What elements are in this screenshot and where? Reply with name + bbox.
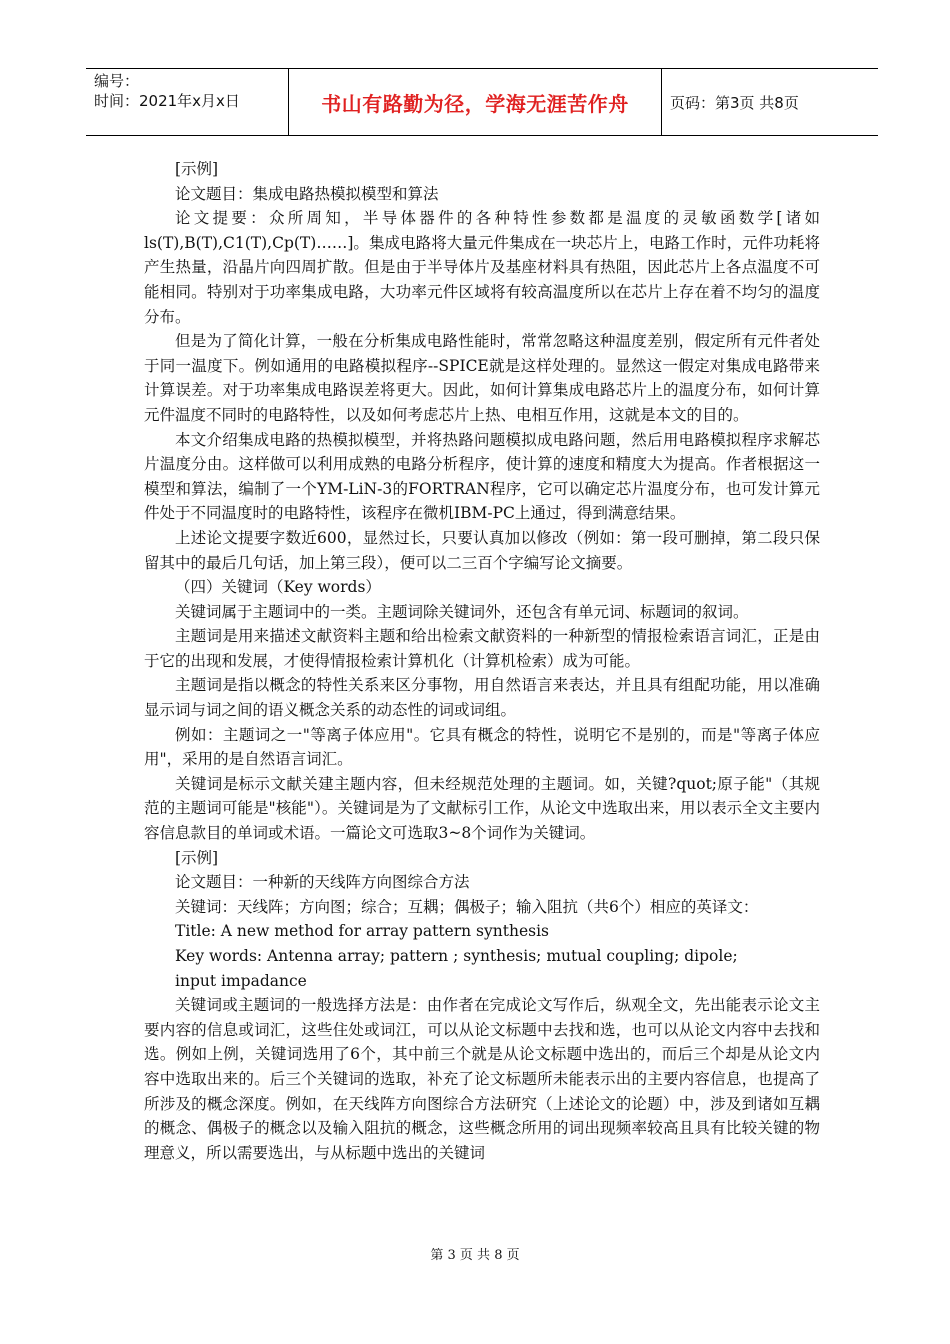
paragraph: 论文题目：一种新的天线阵方向图综合方法 bbox=[175, 873, 470, 892]
paragraph: [示例] bbox=[175, 160, 219, 178]
paragraph: 论文题目：集成电路热模拟模型和算法 bbox=[175, 184, 439, 203]
paragraph: 主题词是用来描述文献资料主题和给出检索文献资料的一种新型的情报检索语言词汇，正是由于它的出现和发展，才使得情报检索计算机化（计算机检索）成为可能。 bbox=[144, 627, 820, 670]
paragraph: 例如：主题词之一"等离子体应用"。它具有概念的特性，说明它不是别的，而是"等离子体应用"，采用的是自然语言词汇。 bbox=[144, 725, 820, 769]
paragraph: 论文提要：众所周知，半导体器件的各种特性参数都是温度的灵敏函数学[诸如ls(T),B(T),C1(T),Cp(T)……]。集成电路将大量元件集成在一块芯片上，电路工作时，元件功耗将产生热量，沿晶片向四周扩散。但是由于半导体片及基座材料具有热阻，因此芯片上各点温度不可能相同。特别对于功率集成电路，大功率元件区域将有较高温度所以在芯片上存在着不均匀的温度分布。 bbox=[144, 209, 820, 326]
header-page-number: 页码：第3页 共8页 bbox=[670, 93, 799, 112]
paragraph: 本文介绍集成电路的热模拟模型，并将热路问题模拟成电路问题，然后用电路模拟程序求解芯片温度分由。这样做可以利用成熟的电路分析程序，使计算的速度和精度大为提高。作者根据这一模型和算法，编制了一个YM-LiN-3的FORTRAN程序，它可以确定芯片温度分布，也可发计算元件处于不同温度时的电路特性，该程序在微机IBM-PC上通过，得到满意结果。 bbox=[144, 430, 820, 523]
section-heading: （四）关键词（Key words） bbox=[175, 578, 381, 597]
document-time-label: 时间：2021年x月x日 bbox=[94, 92, 240, 110]
paragraph: 关键词或主题词的一般选择方法是：由作者在完成论文写作后，纵观全文，先出能表示论文主要内容的信息或词汇，这些住处或词江，可以从论文标题中去找和选，也可以从论文内容中去找和选。例如上例，关键词选用了6个，其中前三个就是从论文标题中选出的，而后三个却是从论文内容中选取出来的。后三个关键词的选取，补充了论文标题所未能表示出的主要内容信息，也提高了所涉及的概念深度。例如，在天线阵方向图综合方法研究（上述论文的论题）中，涉及到诸如互耦的概念、偶极子的概念以及输入阻抗的概念，这些概念所用的词出现频率较高且具有比较关键的物理意义，所以需要选出，与从标题中选出的关键词 bbox=[144, 996, 820, 1162]
paragraph: Title: A new method for array pattern synthesis bbox=[175, 922, 549, 941]
paragraph: Key words: Antenna array; pattern ; synthesis; mutual coupling; dipole; bbox=[175, 947, 738, 965]
page-footer: 第 3 页 共 8 页 bbox=[430, 1248, 520, 1263]
paragraph: 但是为了简化计算，一般在分析集成电路性能时，常常忽略这种温度差别，假定所有元件者处于同一温度下。例如通用的电路模拟程序--SPICE就是这样处理的。显然这一假定对集成电路带来计算误差。对于功率集成电路误差将更大。因此，如何计算集成电路芯片上的温度分布，如何计算元件温度不同时的电路特性，以及如何考虑芯片上热、电相互作用，这就是本文的目的。 bbox=[144, 332, 820, 424]
page-header bbox=[86, 68, 878, 136]
header-motto-cell bbox=[288, 69, 662, 135]
paragraph: 关键词是标示文献关建主题内容，但未经规范处理的主题词。如，关键?quot;原子能"（其规范的主题词可能是"核能"）。关键词是为了文献标引工作，从论文中选取出来，用以表示全文主要内容信息款目的单词或术语。一篇论文可选取3~8个词作为关键词。 bbox=[144, 774, 820, 843]
paragraph: 关键词：天线阵；方向图；综合；互耦；偶极子；输入阻抗（共6个）相应的英译文： bbox=[175, 897, 759, 916]
document-body bbox=[144, 157, 820, 1165]
paragraph: 上述论文提要字数近600，显然过长，只要认真加以修改（例如：第一段可删掉，第二段只保留其中的最后几句话，加上第三段），便可以二三百个字编写论文摘要。 bbox=[144, 528, 820, 572]
paragraph: input impadance bbox=[175, 971, 307, 990]
header-motto: 书山有路勤为径，学海无涯苦作舟 bbox=[321, 91, 629, 116]
paragraph: 关键词属于主题词中的一类。主题词除关键词外，还包含有单元词、标题词的叙词。 bbox=[175, 602, 749, 621]
paragraph: 主题词是指以概念的特性关系来区分事物，用自然语言来表达，并且具有组配功能，用以准确显示词与词之间的语义概念关系的动态性的词或词组。 bbox=[144, 676, 820, 720]
header-page-cell bbox=[662, 69, 878, 135]
paragraph: [示例] bbox=[175, 848, 219, 867]
document-number-label: 编号： bbox=[94, 72, 140, 90]
header-meta bbox=[86, 69, 288, 135]
